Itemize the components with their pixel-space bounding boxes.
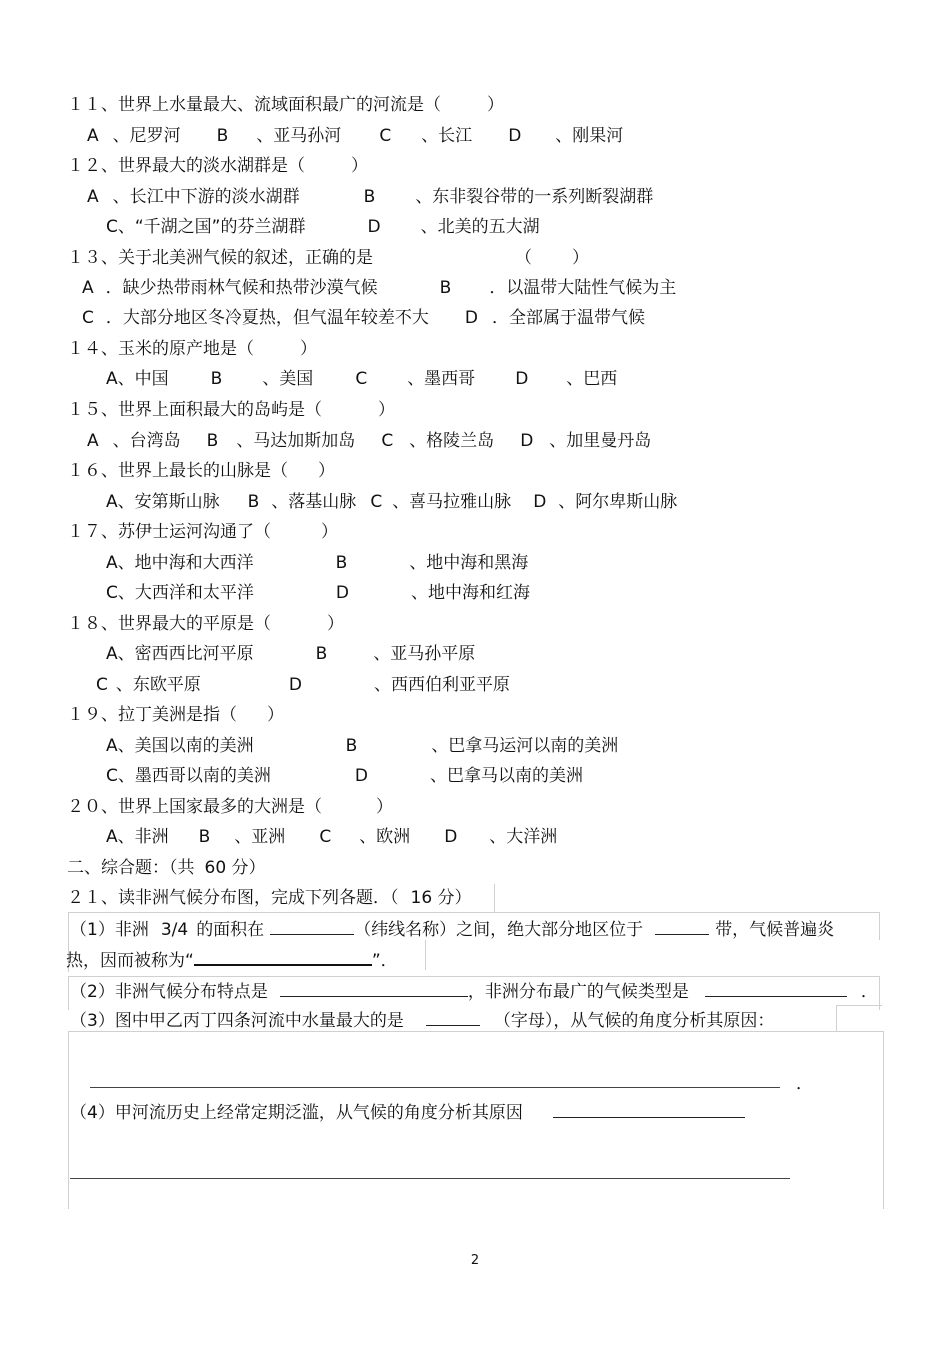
frame-line <box>836 1005 837 1031</box>
answer-blank[interactable] <box>426 1009 480 1026</box>
q13-options-cd: C ．大部分地区冬冷夏热，但气温年较差不大 D ．全部属于温带气候 <box>82 308 645 328</box>
q19-options-ab: A、美国以南的美洲 B 、巴拿马运河以南的美洲 <box>106 736 619 756</box>
answer-blank[interactable] <box>553 1101 745 1118</box>
frame-line <box>68 1031 69 1209</box>
q14-options: A、中国 B 、美国 C 、墨西哥 D 、巴西 <box>106 369 618 389</box>
q11-options: A 、尼罗河 B 、亚马孙河 C 、长江 D 、刚果河 <box>87 126 624 146</box>
frame-line <box>68 976 880 977</box>
q16-stem: １６、世界上最长的山脉是（ ） <box>67 461 335 481</box>
q16-options: A、安第斯山脉 B 、落基山脉 C 、喜马拉雅山脉 D 、阿尔卑斯山脉 <box>106 492 678 512</box>
q17-options-cd: C、大西洋和太平洋 D 、地中海和红海 <box>106 583 530 603</box>
q19-options-cd: C、墨西哥以南的美洲 D 、巴拿马以南的美洲 <box>106 766 583 786</box>
q21-part3-period: ． <box>796 1074 813 1094</box>
q19-stem: １９、拉丁美洲是指（ ） <box>67 705 284 725</box>
q12-options-cd: C、“千湖之国”的芬兰湖群 D 、北美的五大湖 <box>106 217 540 237</box>
q21-part3: （3）图中甲乙丙丁四条河流中水量最大的是 （字母），从气候的角度分析其原因： <box>70 1011 775 1031</box>
q18-options-ab: A、密西西比河平原 B 、亚马孙平原 <box>106 644 476 664</box>
q18-stem: １８、世界最大的平原是（ ） <box>67 614 344 634</box>
frame-line <box>883 1031 884 1209</box>
answer-line[interactable] <box>70 1178 790 1179</box>
q17-options-ab: A、地中海和大西洋 B 、地中海和黑海 <box>106 553 529 573</box>
frame-line <box>879 912 880 940</box>
q14-stem: １４、玉米的原产地是（ ） <box>67 339 317 359</box>
q21-part1-line1: （1）非洲 3/4 的面积在 （纬线名称）之间，绝大部分地区位于 带，气候普遍炎 <box>70 920 835 940</box>
frame-line <box>68 976 69 1010</box>
answer-blank[interactable] <box>655 918 709 935</box>
answer-blank[interactable] <box>705 980 847 997</box>
page-number: 2 <box>470 1253 480 1268</box>
q15-stem: １５、世界上面积最大的岛屿是（ ） <box>67 400 395 420</box>
q13-stem: １３、关于北美洲气候的叙述，正确的是 （ ） <box>67 248 589 268</box>
frame-line <box>494 884 495 912</box>
q15-options: A 、台湾岛 B 、马达加斯加岛 C 、格陵兰岛 D 、加里曼丹岛 <box>87 431 652 451</box>
frame-line <box>836 1005 882 1006</box>
q12-options-ab: A 、长江中下游的淡水湖群 B 、东非裂谷带的一系列断裂湖群 <box>87 187 654 207</box>
q20-options: A、非洲 B 、亚洲 C 、欧洲 D 、大洋洲 <box>106 827 558 847</box>
answer-blank[interactable] <box>270 918 354 935</box>
answer-line[interactable] <box>90 1087 780 1088</box>
q21-stem: ２１、读非洲气候分布图，完成下列各题．（ 16 分） <box>67 888 472 908</box>
q11-stem: １１、世界上水量最大、流域面积最广的河流是（ ） <box>67 95 504 115</box>
q13-options-ab: A ．缺少热带雨林气候和热带沙漠气候 B ．以温带大陆性气候为主 <box>82 278 677 298</box>
q21-part2: （2）非洲气候分布特点是 ，非洲分布最广的气候类型是 ． <box>70 982 878 1002</box>
q17-stem: １７、苏伊士运河沟通了（ ） <box>67 522 338 542</box>
answer-blank[interactable] <box>194 948 372 966</box>
frame-line <box>68 912 880 913</box>
frame-line <box>425 940 426 970</box>
section2-title: 二、综合题：（共 60 分） <box>67 858 266 878</box>
q18-options-cd: C 、东欧平原 D 、西西伯利亚平原 <box>96 675 510 695</box>
answer-blank[interactable] <box>280 980 468 997</box>
q21-part1-line2: 热，因而被称为“ ”． <box>66 948 398 972</box>
q20-stem: ２０、世界上国家最多的大洲是（ ） <box>67 797 393 817</box>
q12-stem: １２、世界最大的淡水湖群是（ ） <box>67 156 368 176</box>
q21-part4: （4）甲河流历史上经常定期泛滥，从气候的角度分析其原因 <box>70 1101 745 1124</box>
